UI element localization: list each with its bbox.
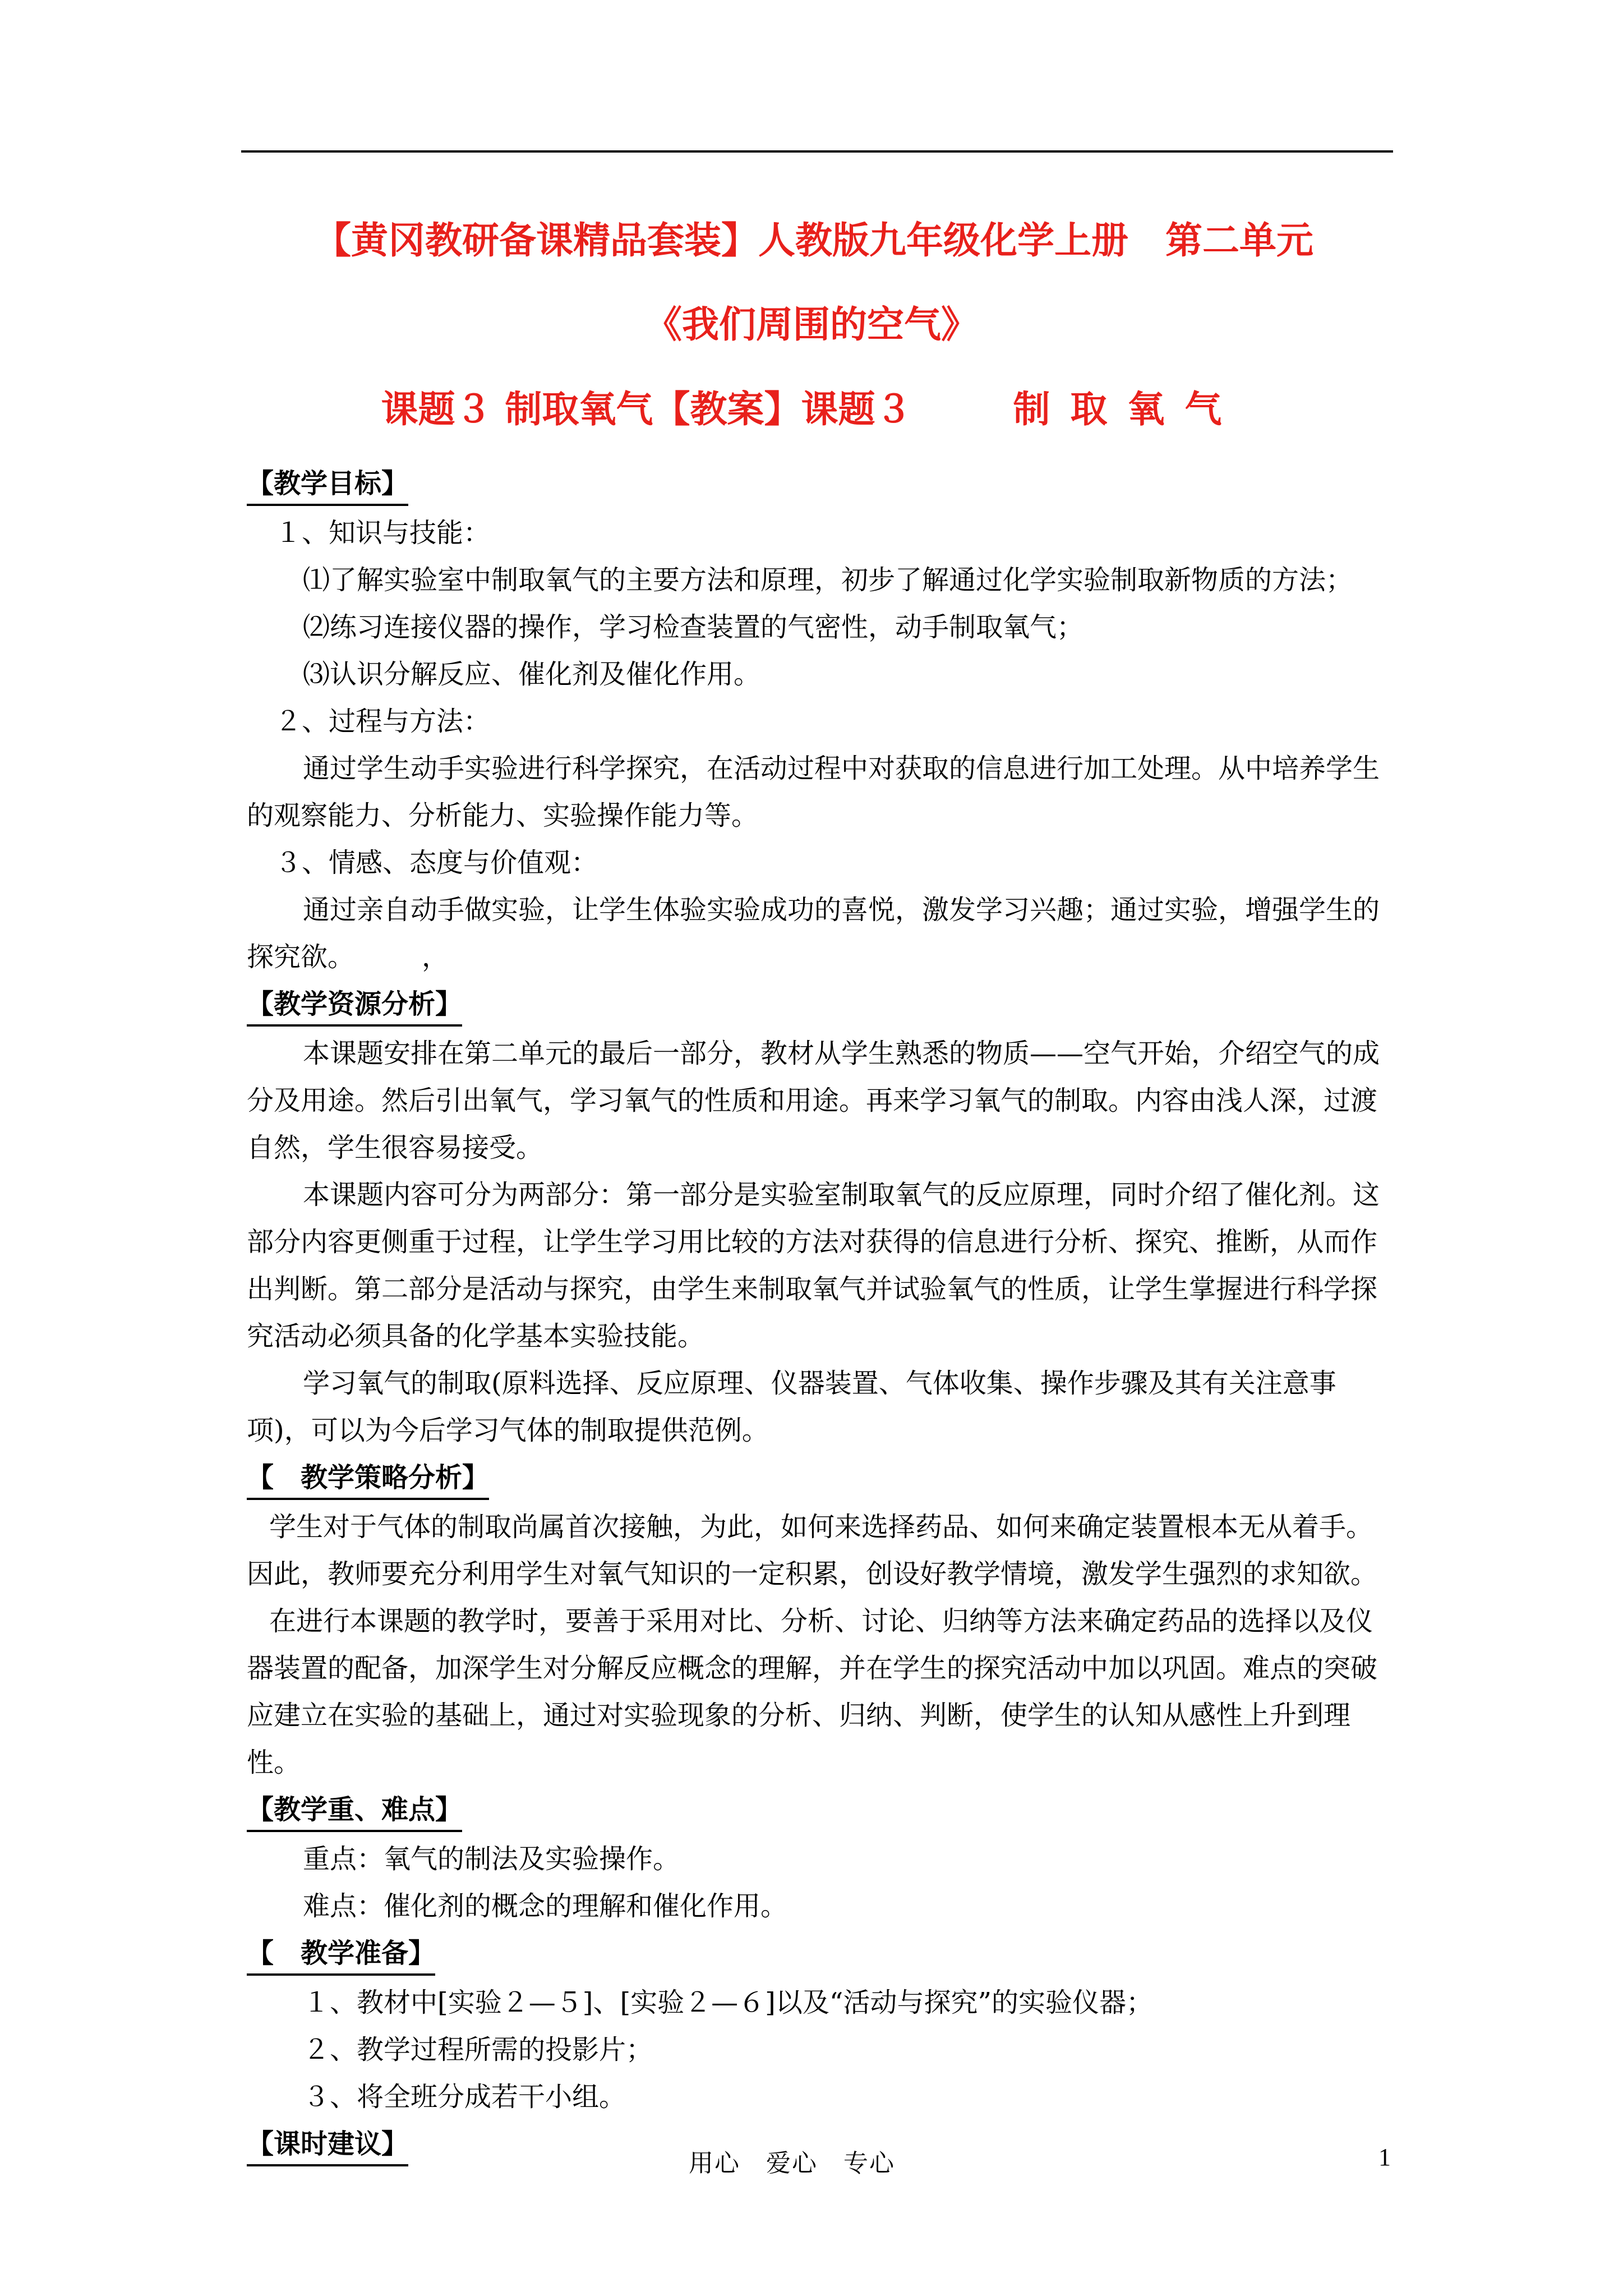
document-title-line3 [0, 386, 1623, 431]
title-line3-part1: 课题３ 制取氧气【教案】课题３ [381, 387, 912, 431]
document-title-line2: 《我们周围的空气》 [645, 302, 978, 346]
section-heading-keypoints: 【教学重、难点】 [247, 1789, 462, 1832]
resources-paragraph-1: 本课题安排在第二单元的最后一部分，教材从学生熟悉的物质——空气开始，介绍空气的成分及用途。然后引出氧气，学习氧气的性质和用途。再来学习氧气的制取。内容由浅人深，过渡自然，学生很容易接受。 [247, 1038, 1380, 1163]
strategy-paragraph-1: 学生对于气体的制取尚属首次接触，为此，如何来选择药品、如何来确定装置根本无从着手。因此，教师要充分利用学生对氧气知识的一定积累，创设好教学情境，激发学生强烈的求知欲。 [247, 1511, 1378, 1590]
section-heading-strategy: 【 教学策略分析】 [247, 1457, 489, 1500]
document-body [247, 460, 1391, 2170]
footer-motto: 用心 爱心 专心 [689, 2149, 895, 2178]
resources-paragraph-3: 学习氧气的制取(原料选择、反应原理、仪器装置、气体收集、操作步骤及其有关注意事项)，可以为今后学习气体的制取提供范例。 [247, 1368, 1336, 1446]
goal-item-knowledge: １、知识与技能： [275, 517, 491, 549]
goal-item-process: ２、过程与方法： [275, 706, 491, 737]
page-number: 1 [1378, 2143, 1391, 2171]
strategy-paragraph-2: 在进行本课题的教学时，要善于采用对比、分析、讨论、归纳等方法来确定药品的选择以及仪器装置的配备，加深学生对分解反应概念的理解，并在学生的探究活动中加以巩固。难点的突破应建立在实验的基础上，通过对实验现象的分析、归纳、判断，使学生的认知从感性上升到理性。 [247, 1605, 1378, 1778]
document-title-line1: 【黄冈教研备课精品套装】人教版九年级化学上册 第二单元 [314, 218, 1313, 262]
preparation-item-2: ２、教学过程所需的投影片； [303, 2034, 653, 2065]
preparation-item-3: ３、将全班分成若干小组。 [303, 2081, 626, 2113]
section-heading-preparation: 【 教学准备】 [247, 1933, 435, 1976]
goal-attitude-text: 通过亲自动手做实验，让学生体验实验成功的喜悦，激发学习兴趣；通过实验，增强学生的探究欲。 ， [247, 894, 1380, 973]
section-heading-resources: 【教学资源分析】 [247, 984, 462, 1027]
goal-subitem-1: ⑴了解实验室中制取氧气的主要方法和原理，初步了解通过化学实验制取新物质的方法； [303, 564, 1353, 596]
section-heading-goals: 【教学目标】 [247, 463, 408, 506]
keypoint-difficulty: 难点：催化剂的概念的理解和催化作用。 [303, 1890, 788, 1922]
preparation-item-1: １、教材中[实验２—５]、[实验２—６]以及“活动与探究”的实验仪器； [303, 1987, 1153, 2018]
title-line3-part2: 制取氧气 [1013, 387, 1242, 431]
header-rule [241, 150, 1393, 153]
goal-subitem-3: ⑶认识分解反应、催化剂及催化作用。 [303, 659, 761, 690]
section-heading-lessons: 【课时建议】 [247, 2124, 408, 2166]
goal-item-attitude: ３、情感、态度与价值观： [275, 847, 598, 878]
resources-paragraph-2: 本课题内容可分为两部分：第一部分是实验室制取氧气的反应原理，同时介绍了催化剂。这部分内容更侧重于过程，让学生学习用比较的方法对获得的信息进行分析、探究、推断，从而作出判断。第二部分是活动与探究，由学生来制取氧气并试验氧气的性质，让学生掌握进行科学探究活动必须具备的化学基本实验技能。 [247, 1179, 1380, 1352]
keypoint-focus: 重点：氧气的制法及实验操作。 [303, 1843, 680, 1875]
goal-process-text: 通过学生动手实验进行科学探究，在活动过程中对获取的信息进行加工处理。从中培养学生的观察能力、分析能力、实验操作能力等。 [247, 753, 1380, 831]
goal-subitem-2: ⑵练习连接仪器的操作，学习检查装置的气密性，动手制取氧气； [303, 611, 1084, 643]
